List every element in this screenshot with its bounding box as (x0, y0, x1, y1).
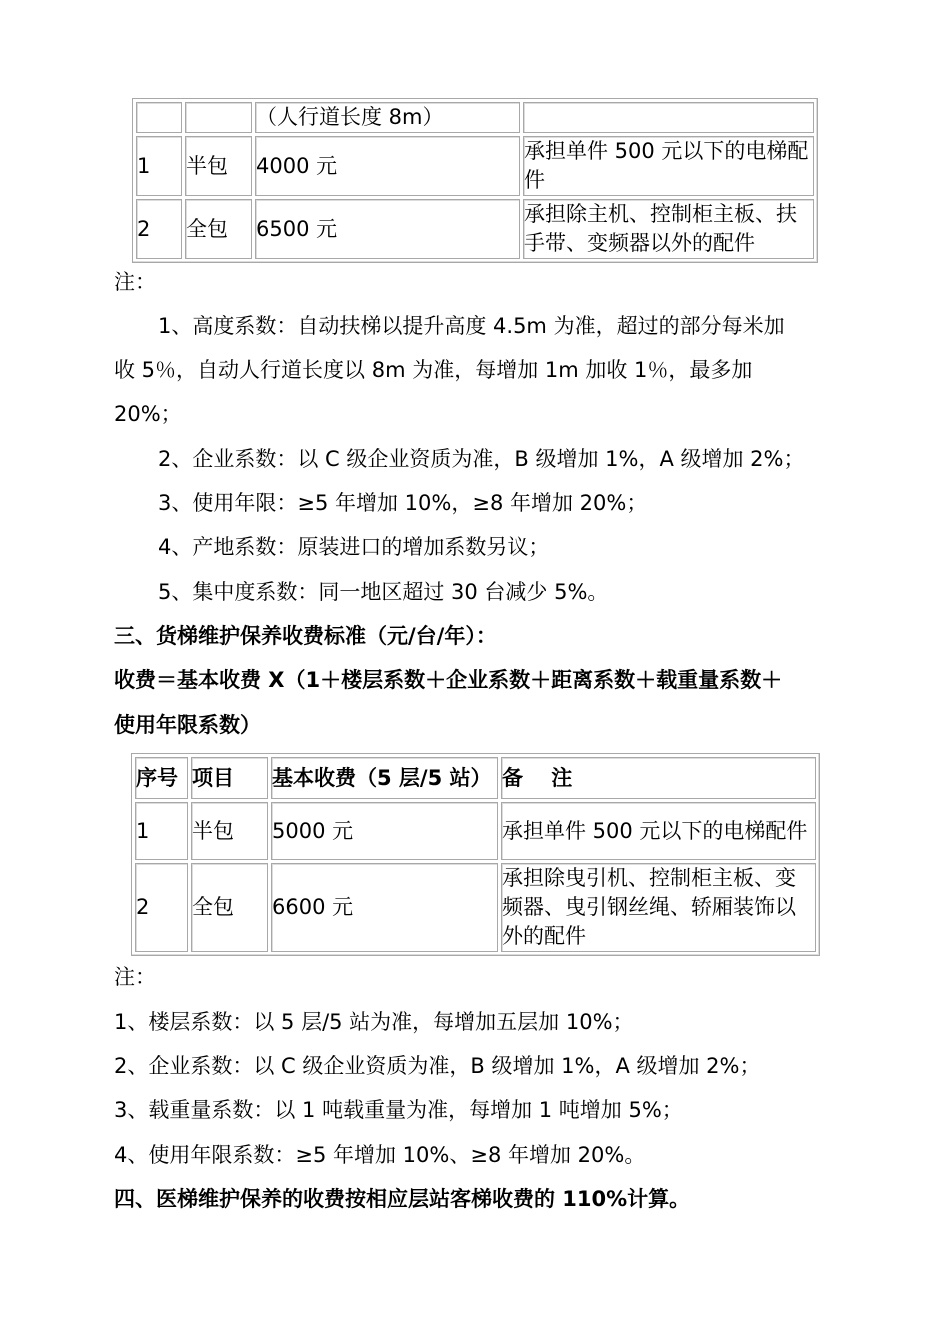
table-cell: 承担除曳引机、控制柜主板、变频器、曳引钢丝绳、轿厢装饰以外的配件 (501, 863, 816, 952)
table-cell: 6500 元 (255, 199, 520, 259)
note-item: 4、产地系数：原装进口的增加系数另议； (158, 535, 550, 559)
table-header-cell: 项目 (191, 757, 268, 799)
table-cell: 全包 (185, 199, 252, 259)
table-cell: 1 (136, 136, 182, 196)
table-cell: 2 (136, 199, 182, 259)
section-heading: 三、货梯维护保养收费标准（元/台/年）： (114, 624, 497, 648)
table-header-row (135, 757, 816, 799)
note-item: 20%； (114, 402, 182, 426)
table-cell: 全包 (191, 863, 268, 952)
notes-label: 注： (114, 270, 156, 294)
notes-label: 注： (114, 965, 156, 989)
note-item: 3、载重量系数：以 1 吨载重量为准，每增加 1 吨增加 5%； (114, 1098, 683, 1122)
table-header-cell: 序号 (135, 757, 188, 799)
table-row (135, 863, 816, 952)
note-item: 2、企业系数：以 C 级企业资质为准，B 级增加 1%，A 级增加 2%； (114, 1054, 761, 1078)
table-cell: 承担单件 500 元以下的电梯配件 (523, 136, 814, 196)
table-cell (136, 102, 182, 133)
table-cell: 半包 (191, 802, 268, 860)
table-row (135, 802, 816, 860)
freight-elevator-fee-table (131, 753, 820, 956)
table-cell (523, 102, 814, 133)
note-item: 收 5％，自动人行道长度以 8m 为准，每增加 1m 加收 1％，最多加 (114, 358, 753, 382)
formula-line: 收费＝基本收费 X（1＋楼层系数＋企业系数＋距离系数＋载重量系数＋ (114, 668, 783, 692)
table-cell: （人行道长度 8m） (255, 102, 520, 133)
table-header-cell: 备 注 (501, 757, 816, 799)
table-cell: 1 (135, 802, 188, 860)
table-cell: 承担单件 500 元以下的电梯配件 (501, 802, 816, 860)
table-cell: 承担除主机、控制柜主板、扶手带、变频器以外的配件 (523, 199, 814, 259)
note-item: 5、集中度系数：同一地区超过 30 台减少 5%。 (158, 580, 609, 604)
table-row (136, 199, 814, 259)
table-cell: 半包 (185, 136, 252, 196)
table-cell (185, 102, 252, 133)
note-item: 3、使用年限：≥5 年增加 10%，≥8 年增加 20%； (158, 491, 648, 515)
table-row (136, 102, 814, 133)
escalator-fee-table (132, 98, 818, 263)
table-cell: 6600 元 (271, 863, 498, 952)
note-item: 1、楼层系数：以 5 层/5 站为准，每增加五层加 10%； (114, 1010, 634, 1034)
table-row (136, 136, 814, 196)
table-cell: 5000 元 (271, 802, 498, 860)
table-header-cell: 基本收费（5 层/5 站） (271, 757, 498, 799)
note-item: 4、使用年限系数：≥5 年增加 10%、≥8 年增加 20%。 (114, 1143, 646, 1167)
section-heading: 四、医梯维护保养的收费按相应层站客梯收费的 110%计算。 (114, 1187, 691, 1211)
table-cell: 2 (135, 863, 188, 952)
formula-line: 使用年限系数） (114, 713, 261, 737)
note-item: 2、企业系数：以 C 级企业资质为准，B 级增加 1%，A 级增加 2%； (158, 447, 805, 471)
note-item: 1、高度系数：自动扶梯以提升高度 4.5m 为准，超过的部分每米加 (158, 314, 785, 338)
table-cell: 4000 元 (255, 136, 520, 196)
